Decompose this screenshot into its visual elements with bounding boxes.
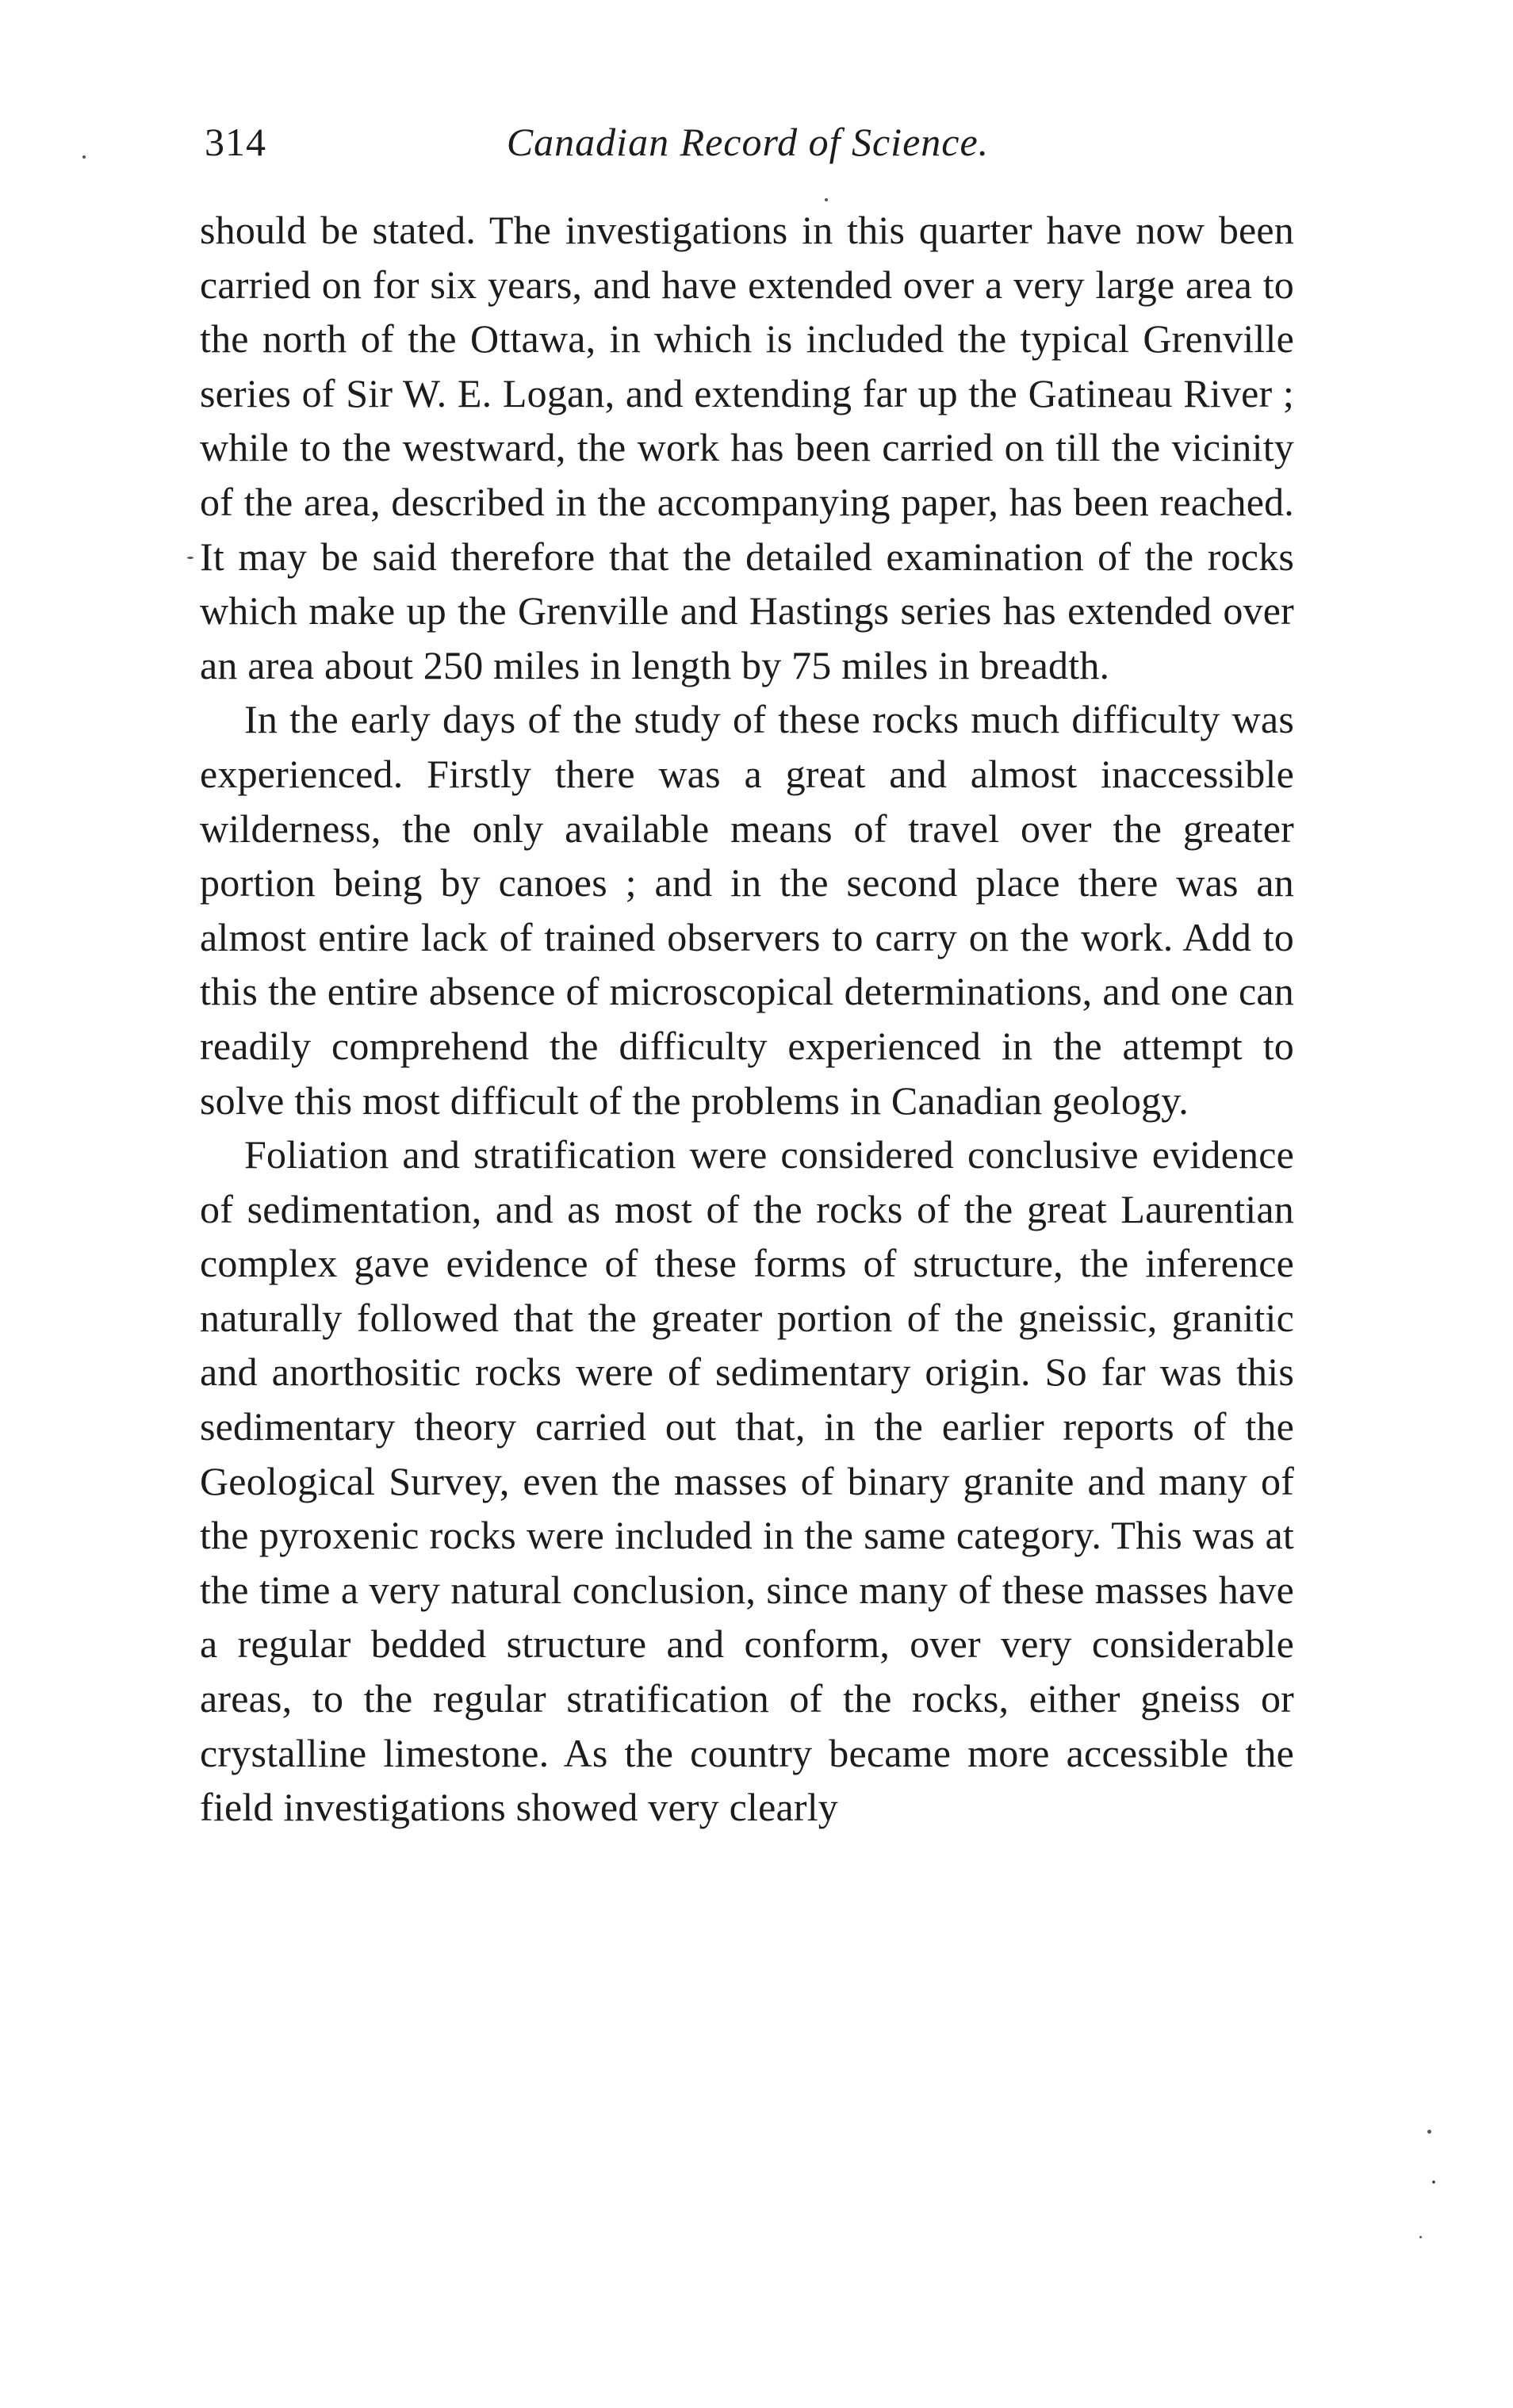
scan-speck bbox=[825, 198, 828, 201]
paragraph: Foliation and stratification were considered conclusive evidence of sedimentation, and as most of the rocks of the great Laurentian complex gave evidence of these forms of structure, the inference naturally followed that the greater portion of the gneissic, granitic and anorthositic rocks were of sedimentary origin. So far was this sedimentary theory carried out that, in the earlier reports of the Geological Survey, even the masses of binary granite and many of the pyroxenic rocks were included in the same category. This was at the time a very natural conclusion, since many of these masses have a regular bedded structure and conform, over very considerable areas, to the regular stratification of the rocks, either gneiss or crystalline limestone. As the country became more accessible the field investigations showed very clearly bbox=[200, 1132, 1294, 1830]
paragraph-continued: should be stated. The investigations in this quarter have now been carried on for six years, and have extended over a very large area to the north of the Ottawa, in which is included the typical Grenville series of Sir W. E. Logan, and extending far up the Gatineau River ; while to the westward, the work has been carried on till the vicinity of the area, described in the accompanying paper, has been reached. It may be said therefore that the detailed examination of the rocks which make up the Grenville and Hastings series has extended over an area about 250 miles in length by 75 miles in breadth. bbox=[200, 208, 1294, 687]
running-title: Canadian Record of Science. bbox=[506, 120, 990, 164]
paragraph: In the early days of the study of these rocks much difficulty was experienced. Firstly there was a great and almost inaccessible wilderness, the only available means of travel over the greater portion being by canoes ; and in the second place there was an almost entire lack of trained observers to carry on the work. Add to this the entire absence of microscopical determinations, and one can readily comprehend the difficulty experienced in the attempt to solve this most difficult of the problems in Canadian geology. bbox=[200, 697, 1294, 1123]
scan-speck bbox=[82, 155, 86, 159]
page-header bbox=[205, 119, 1291, 174]
scan-speck bbox=[1432, 2180, 1435, 2184]
page-number: 314 bbox=[205, 120, 266, 164]
scan-speck bbox=[1427, 2130, 1431, 2134]
scan-speck bbox=[187, 557, 193, 559]
scan-speck bbox=[1419, 2236, 1422, 2238]
body-text bbox=[200, 203, 1294, 1835]
